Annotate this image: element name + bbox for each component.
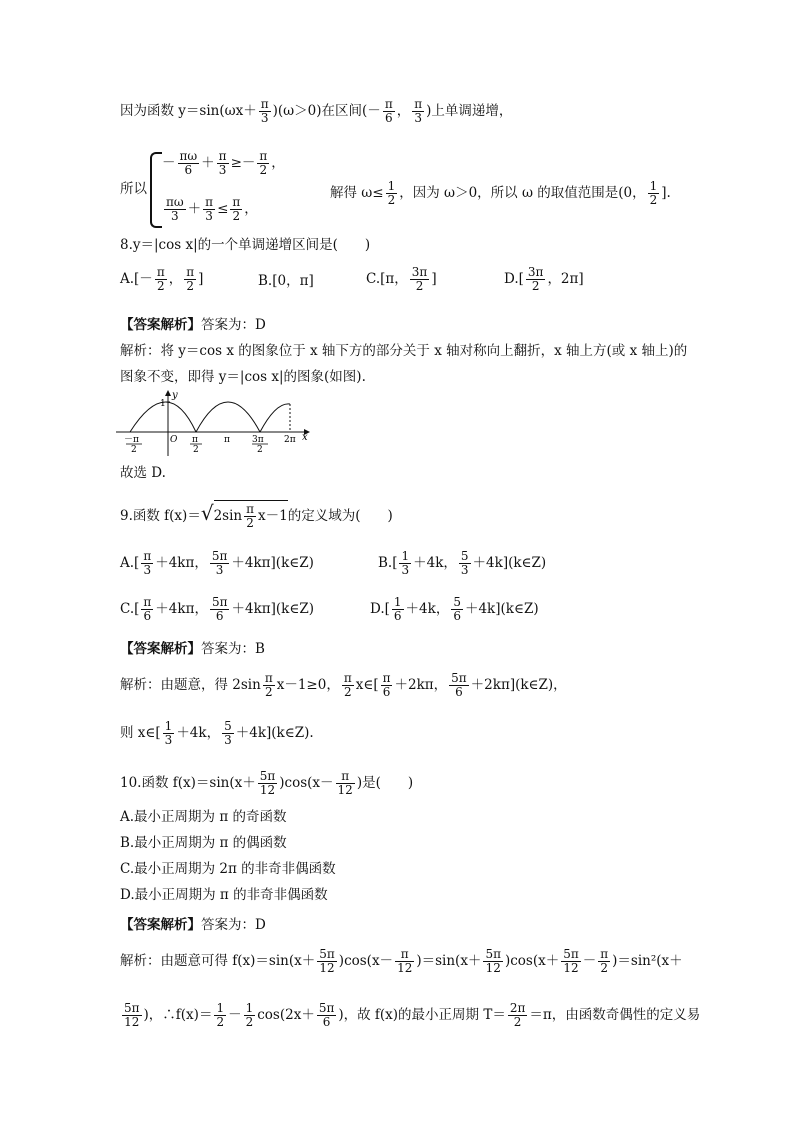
- q7-inequality-2: $\frac{\pi\omega}{3}$ ＋ $\frac{\pi}{3}$ ≤ $\frac{\pi}{2}$ ，: [166, 195, 258, 223]
- x-axis-label: x: [302, 432, 308, 443]
- system-brace: [150, 152, 162, 228]
- fraction-pi-over-3: $\frac{\pi}{3}$: [260, 97, 269, 125]
- q10-option-d: D.最小正周期为 π 的非奇非偶函数: [120, 887, 328, 903]
- tick-3pi-half-den: 2: [257, 445, 263, 455]
- q8-answer: 【答案解析】答案为：D: [120, 317, 266, 333]
- q8-conclusion: 故选 D.: [120, 465, 166, 481]
- q10-option-c: C.最小正周期为 2π 的非奇非偶函数: [120, 861, 336, 877]
- q9-answer: 【答案解析】答案为：B: [120, 641, 265, 657]
- q9-analysis-line-2: 则 x∈[ $\frac{1}{3}$ ＋4k， $\frac{5}{3}$ ＋4k](k∈Z).: [120, 719, 314, 747]
- q8-option-a: A.[－ $\frac{\pi}{2}$ ， $\frac{\pi}{2}$ ]: [120, 265, 204, 293]
- q9-option-d: D.[ $\frac{1}{6}$ ＋4k， $\frac{5}{6}$ ＋4k](k∈Z): [370, 595, 539, 623]
- curve-arch-2: [196, 402, 260, 432]
- q9-stem: 9.函数 f(x)＝√2sin $\frac{\pi}{2}$ x－1的定义域为( ): [120, 501, 393, 530]
- q10-option-a: A.最小正周期为 π 的奇函数: [120, 809, 287, 825]
- q7-solution: 解得 ω≤ $\frac{1}{2}$ ，因为 ω＞0，所以 ω 的取值范围是(0， $\frac{1}{2}$ ].: [330, 179, 671, 207]
- q10-analysis-line-1: 解析：由题意可得 f(x)＝sin(x＋ $\frac{5\pi}{12}$ )cos(x－ $\frac{\pi}{12}$ )＝sin(x＋ $\frac{5\pi}{12}$ )cos(x＋ $\frac{5\pi}{12}$ － $\frac{\pi}{2}$ )＝sin²(x＋: [120, 947, 683, 975]
- q8-analysis-line-2: 图象不变，即得 y＝|cos x|的图象(如图).: [120, 369, 366, 385]
- y-axis-arrow: [165, 390, 171, 396]
- q9-option-c: C.[ $\frac{\pi}{6}$ ＋4kπ， $\frac{5\pi}{6}$ ＋4kπ](k∈Z): [120, 595, 314, 623]
- fraction-pi-over-3: $\frac{\pi}{3}$: [414, 97, 423, 125]
- q10-analysis-line-2: $\frac{5\pi}{12}$ )，∴f(x)＝ $\frac{1}{2}$ － $\frac{1}{2}$ cos(2x＋ $\frac{5\pi}{6}$ )，故 f(x)的最小正周期 T＝ $\frac{2\pi}{2}$ ＝π，由函数奇偶性的定义易: [124, 1001, 701, 1029]
- q9-analysis-line-1: 解析：由题意，得 2sin $\frac{\pi}{2}$ x－1≥0， $\frac{\pi}{2}$ x∈[ $\frac{\pi}{6}$ ＋2kπ， $\frac{5\pi}{6}$ ＋2kπ](k∈Z)，: [120, 671, 567, 699]
- q7-suoyi-label: 所以: [120, 181, 147, 197]
- q8-stem: 8.y＝|cos x|的一个单调递增区间是( ): [120, 237, 371, 253]
- fraction-pi-over-6: $\frac{\pi}{6}$: [384, 97, 393, 125]
- tick-3pi-half-num: 3π: [252, 435, 264, 445]
- q8-analysis-line-1: 解析：将 y＝cos x 的图象位于 x 轴下方的部分关于 x 轴对称向上翻折，x 轴上方(或 x 轴上)的: [120, 343, 688, 359]
- tick-pi-half-den: 2: [193, 445, 199, 455]
- tick-neg-pi-half-den: 2: [131, 445, 137, 455]
- tick-pi-half-num: π: [192, 435, 198, 445]
- tick-neg-pi-half-num: －π: [124, 435, 139, 445]
- q10-stem: 10.函数 f(x)＝sin(x＋ $\frac{5\pi}{12}$ )cos(x－ $\frac{\pi}{12}$ )是( ): [120, 769, 414, 797]
- tick-2pi: 2π: [284, 435, 296, 445]
- q10-option-b: B.最小正周期为 π 的偶函数: [120, 835, 287, 851]
- q10-answer: 【答案解析】答案为：D: [120, 917, 266, 933]
- y-axis-label: y: [172, 390, 178, 401]
- q7-condition-line: 因为函数 y＝sin(ωx＋ $\frac{\pi}{3}$ )(ω＞0)在区间(－ $\frac{\pi}{6}$ ， $\frac{\pi}{3}$ )上单调递增，: [120, 97, 513, 125]
- q8-option-d: D.[ $\frac{3\pi}{2}$ ，2π]: [504, 265, 584, 293]
- q9-option-b: B.[ $\frac{1}{3}$ ＋4k， $\frac{5}{3}$ ＋4k](k∈Z): [378, 549, 547, 577]
- tick-pi: π: [224, 435, 230, 445]
- y-max-label: 1: [160, 399, 166, 409]
- curve-arch-3: [260, 404, 290, 432]
- origin-label: O: [170, 435, 178, 445]
- q7-inequality-1: － $\frac{\pi\omega}{6}$ ＋ $\frac{\pi}{3}$ ≥－ $\frac{\pi}{2}$ ，: [162, 149, 285, 177]
- abs-cos-graph: [112, 388, 312, 458]
- q9-option-a: A.[ $\frac{\pi}{3}$ ＋4kπ， $\frac{5\pi}{3}$ ＋4kπ](k∈Z): [120, 549, 314, 577]
- q8-option-b: B.[0，π]: [258, 273, 314, 289]
- q8-option-c: C.[π， $\frac{3\pi}{2}$ ]: [366, 265, 437, 293]
